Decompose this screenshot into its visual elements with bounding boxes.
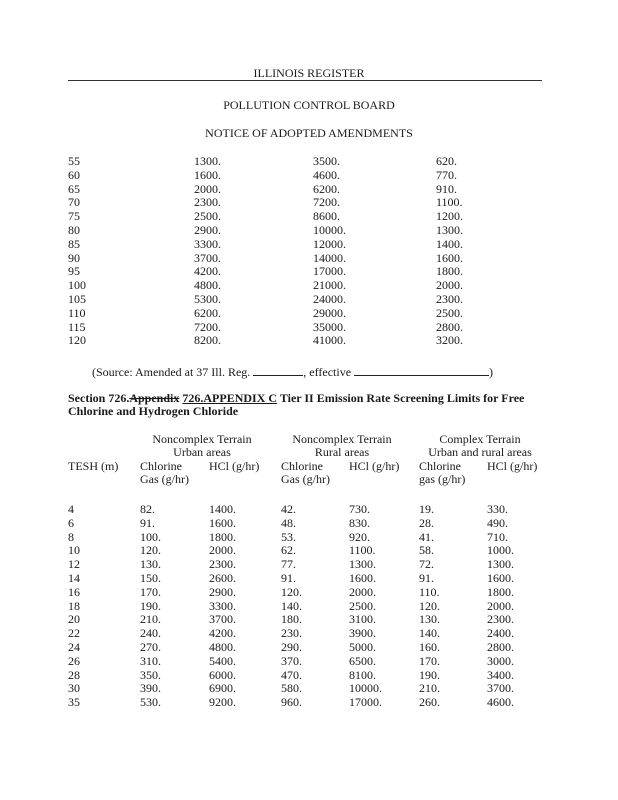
table2-cell: 110. (419, 584, 440, 599)
table2-cell: 8 (68, 529, 74, 544)
table1-cell: 110 (68, 305, 86, 320)
table1-cell: 1300. (436, 223, 463, 237)
source-middle: , effective (303, 365, 355, 379)
table2-cell: 140. (419, 626, 440, 641)
table2-cell: 1000. (487, 543, 514, 558)
table2-cell: 370. (281, 653, 302, 668)
table2-cell: 130. (419, 612, 440, 627)
table2-row (0, 571, 618, 585)
table1-cell: 115 (68, 319, 86, 334)
table2-cell: 3100. (349, 612, 376, 627)
header-rule (68, 80, 542, 81)
table1-cell: 70 (68, 195, 80, 210)
table1-cell: 55 (68, 154, 80, 168)
table2-cell: 62. (281, 543, 296, 558)
table2-cell: 5000. (349, 640, 376, 654)
gas-header-2: Gas (g/hr) (281, 472, 330, 486)
table1-row (0, 168, 618, 182)
table2-cell: 240. (140, 626, 161, 641)
table2-cell: 91. (419, 571, 434, 585)
table1-cell: 5300. (194, 292, 221, 306)
table2-row (0, 668, 618, 682)
table2-cell: 6900. (209, 681, 236, 696)
table2-cell: 1800. (209, 529, 236, 544)
notice-title: NOTICE OF ADOPTED AMENDMENTS (205, 126, 413, 140)
table2-row (0, 695, 618, 709)
table2-row (0, 640, 618, 654)
table2-row (0, 543, 618, 557)
table1-cell: 80 (68, 223, 80, 237)
section-title-line1: Tier II Emission Rate Screening Limits for Free (277, 391, 525, 405)
chlorine-header-1: Chlorine (140, 459, 182, 473)
table1-cell: 105 (68, 292, 86, 306)
table2-cell: 28 (68, 667, 80, 682)
table2-cell: 1600. (349, 571, 376, 585)
table2-cell: 140. (281, 598, 302, 613)
table2-cell: 17000. (349, 695, 382, 710)
table2-cell: 8100. (349, 667, 376, 682)
table1-cell: 2300. (194, 195, 221, 210)
chlorine-header-2: Chlorine (281, 459, 323, 473)
hcl-header-2: HCl (g/hr) (349, 459, 400, 473)
group-2-line2: Rural areas (314, 445, 370, 459)
table2-cell: 91. (140, 515, 155, 530)
table1-cell: 770. (436, 167, 457, 182)
table2-cell: 6500. (349, 653, 376, 668)
table1-cell: 24000. (313, 292, 346, 306)
table2-cell: 1300. (487, 557, 514, 572)
table2-cell: 3000. (487, 653, 514, 668)
table2-row (0, 530, 618, 544)
table1-cell: 41000. (313, 333, 346, 348)
table1-row (0, 237, 618, 251)
table2-cell: 82. (140, 502, 155, 516)
table1-cell: 1100. (436, 195, 463, 210)
table2-cell: 16 (68, 584, 80, 599)
table2-cell: 730. (349, 502, 370, 516)
table1-cell: 85 (68, 236, 80, 251)
section-label: Section 726. (68, 391, 130, 405)
table2-cell: 3700. (487, 681, 514, 696)
table1-cell: 65 (68, 181, 80, 196)
table1-cell: 7200. (194, 319, 221, 334)
table1-cell: 2800. (436, 319, 463, 334)
table1-cell: 2000. (436, 278, 463, 293)
table1-cell: 60 (68, 167, 80, 182)
table2-cell: 170. (419, 653, 440, 668)
table2-cell: 42. (281, 502, 296, 516)
table2-cell: 4800. (209, 640, 236, 654)
table1-cell: 14000. (313, 250, 346, 265)
table2-cell: 710. (487, 529, 508, 544)
hcl-header-3: HCl (g/hr) (487, 459, 538, 473)
table2-cell: 10 (68, 543, 80, 558)
table1-row (0, 333, 618, 347)
table2-cell: 190. (140, 598, 161, 613)
table2-row (0, 654, 618, 668)
table2-cell: 830. (349, 515, 370, 530)
source-line (92, 364, 493, 379)
table2-row (0, 557, 618, 571)
table1-row (0, 223, 618, 237)
table1-cell: 35000. (313, 319, 346, 334)
table2-cell: 48. (281, 515, 296, 530)
table1-cell: 620. (436, 154, 457, 168)
table2-cell: 350. (140, 667, 161, 682)
table2-cell: 22 (68, 626, 80, 641)
table2-cell: 920. (349, 529, 370, 544)
table2-cell: 19. (419, 502, 434, 516)
table2-row (0, 612, 618, 626)
group-3-line1: Complex Terrain (439, 432, 521, 446)
table2-cell: 120. (419, 598, 440, 613)
table2-cell: 18 (68, 598, 80, 613)
table2-cell: 12 (68, 557, 80, 572)
table2-cell: 5400. (209, 653, 236, 668)
register-title: ILLINOIS REGISTER (253, 66, 365, 80)
table2-cell: 530. (140, 695, 161, 710)
table2-cell: 3300. (209, 598, 236, 613)
hcl-header-1: HCl (g/hr) (209, 459, 260, 473)
table2-cell: 2900. (209, 584, 236, 599)
table1-cell: 3200. (436, 333, 463, 348)
table2-cell: 72. (419, 557, 434, 572)
table1-row (0, 154, 618, 168)
table2-cell: 4200. (209, 626, 236, 641)
table2-cell: 24 (68, 640, 80, 654)
table2-cell: 1400. (209, 502, 236, 516)
gas-header-1: Gas (g/hr) (140, 472, 189, 486)
table2-cell: 2300. (209, 557, 236, 572)
table2-cell: 180. (281, 612, 302, 627)
table1-cell: 75 (68, 209, 80, 224)
table2-cell: 2400. (487, 626, 514, 641)
table2-cell: 2600. (209, 571, 236, 585)
table2-cell: 120. (281, 584, 302, 599)
table1-cell: 8600. (313, 209, 340, 224)
table1-cell: 120 (68, 333, 86, 348)
table2-cell: 170. (140, 584, 161, 599)
table1-cell: 12000. (313, 236, 346, 251)
table1-cell: 1200. (436, 209, 463, 224)
table2-cell: 2800. (487, 640, 514, 654)
table1-cell: 2500. (194, 209, 221, 224)
table1-row (0, 264, 618, 278)
gas-header-3: gas (g/hr) (419, 472, 466, 486)
table1-cell: 1800. (436, 264, 463, 279)
table2-cell: 960. (281, 695, 302, 710)
table2-cell: 470. (281, 667, 302, 682)
table1-cell: 2500. (436, 305, 463, 320)
table2-cell: 1800. (487, 584, 514, 599)
table2-row (0, 681, 618, 695)
table1-cell: 17000. (313, 264, 346, 279)
table2-cell: 58. (419, 543, 434, 558)
table2-cell: 91. (281, 571, 296, 585)
table1-cell: 6200. (313, 181, 340, 196)
table2-cell: 4 (68, 502, 74, 516)
table2-cell: 260. (419, 695, 440, 710)
table2-cell: 210. (419, 681, 440, 696)
table1-row (0, 195, 618, 209)
table1-row (0, 182, 618, 196)
table2-cell: 20 (68, 612, 80, 627)
section-struck-text: Appendix (129, 391, 180, 405)
table2-row (0, 585, 618, 599)
table1-cell: 90 (68, 250, 80, 265)
table1-row (0, 278, 618, 292)
table2-cell: 310. (140, 653, 161, 668)
table2-cell: 6 (68, 515, 74, 530)
table1-row (0, 320, 618, 334)
table1-cell: 4600. (313, 167, 340, 182)
table2-cell: 14 (68, 571, 80, 585)
source-prefix: (Source: Amended at 37 Ill. Reg. (92, 365, 254, 379)
table1-cell: 10000. (313, 223, 346, 237)
group-1-line2: Urban areas (173, 445, 231, 459)
table1-row (0, 251, 618, 265)
table2-row (0, 599, 618, 613)
source-blank-reg (253, 364, 303, 376)
table1-cell: 910. (436, 181, 457, 196)
table2-cell: 41. (419, 529, 434, 544)
table2-cell: 26 (68, 653, 80, 668)
table2-cell: 3400. (487, 667, 514, 682)
table1-cell: 1600. (436, 250, 463, 265)
table2-cell: 2000. (349, 584, 376, 599)
table2-cell: 1300. (349, 557, 376, 572)
table1-cell: 7200. (313, 195, 340, 210)
table2-cell: 35 (68, 695, 80, 710)
table1-cell: 4800. (194, 278, 221, 293)
table1-row (0, 292, 618, 306)
table1-cell: 100 (68, 278, 86, 293)
chlorine-header-3: Chlorine (419, 459, 461, 473)
table1-cell: 8200. (194, 333, 221, 348)
table1-row (0, 209, 618, 223)
table1-cell: 4200. (194, 264, 221, 279)
table2-cell: 2000. (209, 543, 236, 558)
table2-row (0, 516, 618, 530)
table2-cell: 3900. (349, 626, 376, 641)
table2-cell: 9200. (209, 695, 236, 710)
section-added-text: 726.APPENDIX C (182, 391, 278, 405)
table2-cell: 30 (68, 681, 80, 696)
table1-cell: 3300. (194, 236, 221, 251)
table1-cell: 1400. (436, 236, 463, 251)
table2-cell: 1600. (487, 571, 514, 585)
table2-cell: 120. (140, 543, 161, 558)
table2-cell: 270. (140, 640, 161, 654)
table2-cell: 160. (419, 640, 440, 654)
table2-cell: 210. (140, 612, 161, 627)
table1-cell: 95 (68, 264, 80, 279)
table2-cell: 1100. (349, 543, 376, 558)
table1-cell: 2000. (194, 181, 221, 196)
table2-cell: 330. (487, 502, 508, 516)
table2-cell: 4600. (487, 695, 514, 710)
table2-cell: 190. (419, 667, 440, 682)
table2-cell: 290. (281, 640, 302, 654)
table1-cell: 2900. (194, 223, 221, 237)
table1-cell: 21000. (313, 278, 346, 293)
table2-cell: 2000. (487, 598, 514, 613)
tesh-header: TESH (m) (68, 459, 119, 473)
table2-cell: 580. (281, 681, 302, 696)
table2-cell: 100. (140, 529, 161, 544)
table2-cell: 53. (281, 529, 296, 544)
table2-cell: 1600. (209, 515, 236, 530)
source-suffix: ) (489, 365, 494, 379)
table2-cell: 490. (487, 515, 508, 530)
table2-cell: 28. (419, 515, 434, 530)
table2-cell: 2300. (487, 612, 514, 627)
table1-row (0, 306, 618, 320)
table1-cell: 6200. (194, 305, 221, 320)
table1-cell: 29000. (313, 305, 346, 320)
table2-cell: 3700. (209, 612, 236, 627)
group-2-line1: Noncomplex Terrain (292, 432, 392, 446)
table2-cell: 150. (140, 571, 161, 585)
table2-cell: 2500. (349, 598, 376, 613)
group-1-line1: Noncomplex Terrain (152, 432, 252, 446)
table1-cell: 1600. (194, 167, 221, 182)
table1-cell: 3700. (194, 250, 221, 265)
table2-cell: 390. (140, 681, 161, 696)
table2-cell: 130. (140, 557, 161, 572)
table2-row (0, 626, 618, 640)
table2-cell: 10000. (349, 681, 382, 696)
table1-cell: 1300. (194, 154, 221, 168)
table2-cell: 230. (281, 626, 302, 641)
group-3-line2: Urban and rural areas (428, 445, 532, 459)
table2-cell: 6000. (209, 667, 236, 682)
section-title-line2: Chlorine and Hydrogen Chloride (68, 404, 239, 418)
board-title: POLLUTION CONTROL BOARD (223, 98, 395, 112)
table2-cell: 77. (281, 557, 296, 572)
source-blank-date (354, 364, 489, 376)
table1-cell: 2300. (436, 292, 463, 306)
table2-row (0, 502, 618, 516)
table1-cell: 3500. (313, 154, 340, 168)
